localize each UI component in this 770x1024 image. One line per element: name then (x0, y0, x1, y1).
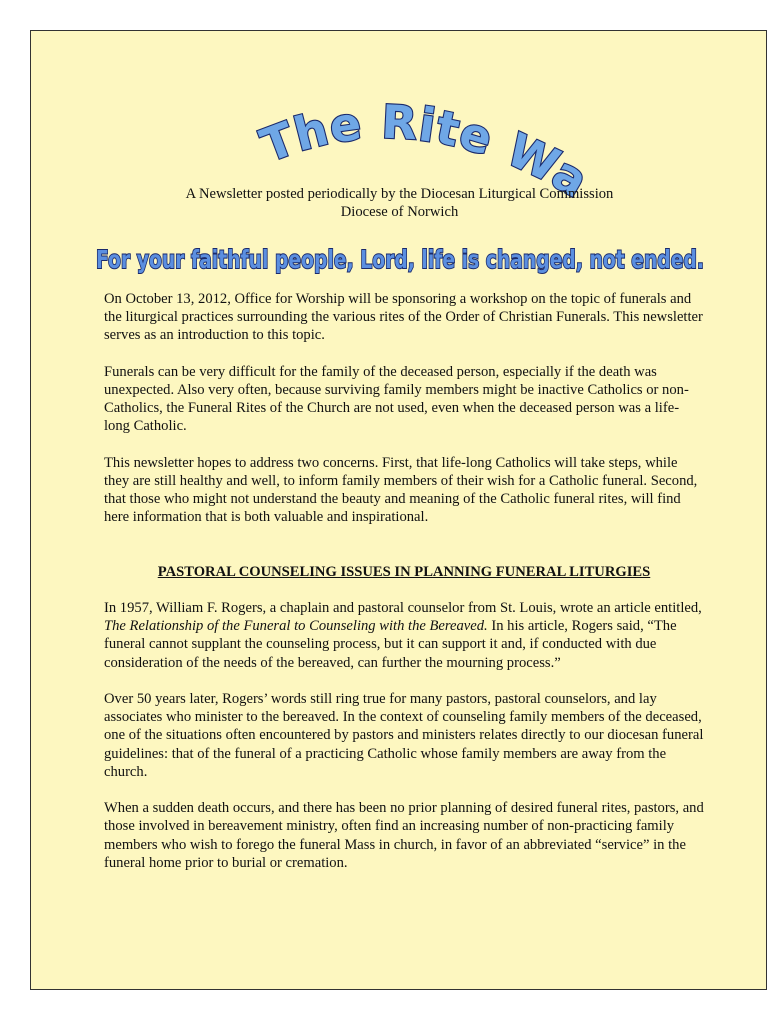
tagline-wordart (89, 237, 711, 281)
newsletter-page (30, 30, 767, 990)
article-title: The Relationship of the Funeral to Counseling with the Bereaved. (104, 618, 488, 635)
intro-line-commission: A Newsletter posted periodically by the Diocesan Liturgical Commission (185, 186, 614, 202)
paragraph-fifty-years: Over 50 years later, Rogers’ words still ring true for many pastors, pastoral counselors, and lay associates who minister to the bereaved. In the context of counseling family members of the deceased, one of the situations often encountered by pastors and ministers relates directly to our diocesan funeral guidelines: that of the funeral of a practicing Catholic whose family members are away from the church. (104, 691, 704, 780)
masthead-title-text: The Rite Way (245, 58, 597, 208)
article-body (104, 290, 704, 890)
paragraph-concerns: This newsletter hopes to address two concerns. First, that life-long Catholics will take steps, while they are still healthy and well, to inform family members of their wish for a Catholic funeral. Second, that those who might not understand the beauty and meaning of the Catholic funeral rites, will find here information that is both valuable and inspirational. (104, 454, 698, 526)
paragraph-funerals-difficult: Funerals can be very difficult for the family of the deceased person, especially if the death was unexpected. Also very often, because surviving family members might be inactive Catholics or non-Catholics, the Funeral Rites of the Church are not used, even when the deceased person was a life-long Catholic. (104, 363, 689, 435)
rogers-intro-text: In 1957, William F. Rogers, a chaplain and pastoral counselor from St. Louis, wrote an article entitled, (104, 600, 702, 616)
intro-line-diocese: Diocese of Norwich (340, 204, 459, 220)
section-heading: PASTORAL COUNSELING ISSUES IN PLANNING FUNERAL LITURGIES (157, 563, 651, 580)
paragraph-sudden-death: When a sudden death occurs, and there has been no prior planning of desired funeral rites, pastors, and those involved in bereavement ministry, often find an increasing number of non-practicing family members who wish to forego the funeral Mass in church, in favor of an abbreviated “service” in the funeral home prior to burial or cremation. (104, 800, 704, 871)
paragraph-rogers (104, 599, 704, 672)
paragraph-workshop: On October 13, 2012, Office for Worship will be sponsoring a workshop on the topic of funerals and the liturgical practices surrounding the various rites of the Order of Christian Funerals. This newsletter serves as an introduction to this topic. (104, 291, 703, 344)
tagline-text: For your faithful people, Lord, life is changed, not ended. (96, 245, 704, 274)
intro-block (31, 185, 768, 221)
rogers-quote-text: In his article, Rogers said, “The funeral cannot supplant the counseling process, but it can support it and, if conducted with due consideration of the needs of the bereaved, can further the mourning process.” (104, 618, 677, 671)
tagline-banner (89, 237, 711, 281)
